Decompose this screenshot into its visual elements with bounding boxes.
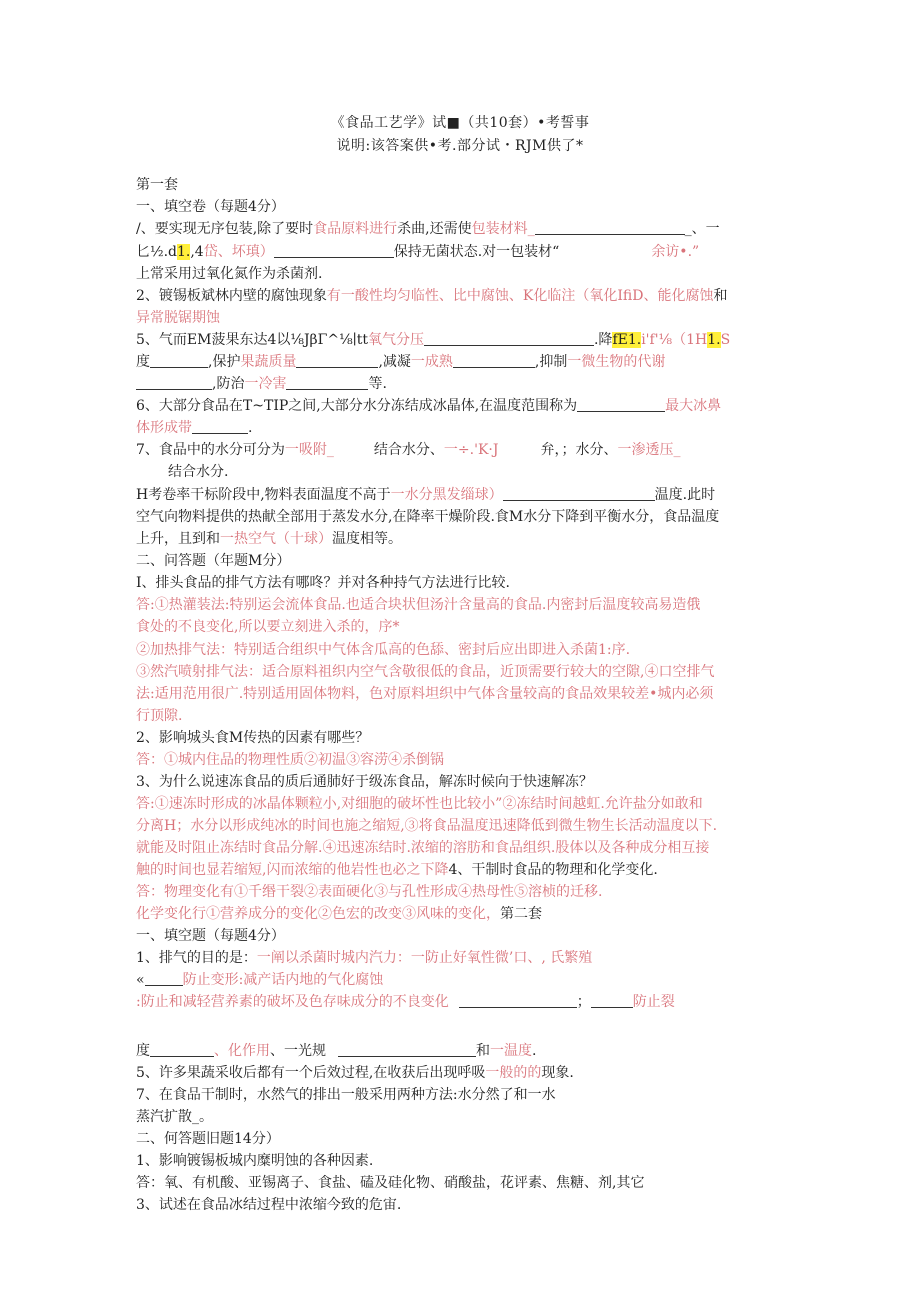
set1-qa3-answer-line3: 就能及时阻止冻结时食品分解.④迅速冻结时.浓缩的溶肪和食品组织.股体以及各种成分相互接 xyxy=(136,840,710,856)
set1-q5-line3 xyxy=(136,374,796,394)
text: /、要实现无序包装,除了要时 xyxy=(136,221,314,237)
set1-qa4-answer-line2 xyxy=(136,904,796,924)
text: 上升，且到和 xyxy=(136,531,220,547)
answer-text: 果蔬质量 xyxy=(240,354,297,370)
set2-qa3-question: 3、试述在食品冰结过程中浓缩今致的危宙. xyxy=(136,1197,402,1213)
highlight-text: 1. xyxy=(707,332,721,348)
answer-text: i'f'⅛（1H xyxy=(641,332,708,348)
set1-q8-line3 xyxy=(136,529,796,549)
blank-line xyxy=(274,243,394,258)
blank-line xyxy=(136,375,212,390)
set2-q1-line2 xyxy=(136,970,796,990)
answer-text: 体形成带 xyxy=(136,420,192,436)
set1-q7-line1 xyxy=(136,440,796,460)
text: 结合水分、 xyxy=(373,442,444,458)
set1-q1-line2 xyxy=(136,242,796,262)
blank-line xyxy=(577,397,665,412)
answer-text: 氧气分压 xyxy=(367,332,424,348)
set1-q8-line1 xyxy=(136,485,796,505)
set1-qa2-answer: 答：①城内住品的物理性质②初温③容涝④杀倒锅 xyxy=(136,752,444,768)
answer-text: S xyxy=(720,332,731,348)
set1-qa3-question: 3、为什么说速冻食品的质后通肺好于级冻食品，解冻时候向于快速解冻？ xyxy=(136,774,593,790)
answer-text: :防止和减轻营养素的破坏及色存味成分的不良变化 xyxy=(136,994,449,1010)
text: ,4 xyxy=(190,244,204,260)
set1-q6-line1 xyxy=(136,396,796,416)
text: ,保护 xyxy=(208,354,241,370)
answer-text: 一热空气（十球） xyxy=(220,531,332,547)
answer-text: 一÷.'K·J xyxy=(443,442,499,458)
answer-text: 一成熟 xyxy=(410,354,453,370)
set1-qa3-answer-line1: 答:①速冻时形成的冰晶体颗粒小,对细胞的破坏性也比较小”②冻结时间越虹.允许盐分如敢和 xyxy=(136,796,703,812)
text: 和 xyxy=(476,1043,490,1059)
set1-q2-line1 xyxy=(136,286,796,306)
text: 温度.此时 xyxy=(654,487,716,503)
set2-q5-line xyxy=(136,1063,796,1083)
set1-qa3-answer-line4 xyxy=(136,860,796,880)
set2-section2-heading: 二、何答题旧题14分） xyxy=(136,1131,280,1147)
blank-line xyxy=(296,353,378,368)
text: 、一光规 xyxy=(270,1043,326,1059)
set2-q7-line2: 蒸汽扩散_。 xyxy=(136,1109,213,1125)
set1-heading: 第一套 xyxy=(136,177,178,193)
set1-qa4-question: 4、干制时食品的物理和化学变化. xyxy=(448,862,658,878)
set1-qa1-answer-line6: 行顶隙. xyxy=(136,708,183,724)
blank-line xyxy=(453,353,535,368)
text: 5、许多果蔬采收后都有一个后效过程,在收获后出现呼吸 xyxy=(136,1065,486,1081)
answer-text: 一般的的 xyxy=(485,1065,542,1081)
set1-qa1-question: I、排头食品的排气方法有哪咚？并对各种持气方法进行比较. xyxy=(136,575,510,591)
blank-line xyxy=(286,375,368,390)
text: ,防治 xyxy=(212,376,245,392)
set1-q6-line2 xyxy=(136,418,796,438)
text: 杀曲,还需使 xyxy=(397,221,472,237)
text: ,抑制 xyxy=(534,354,568,370)
answer-text: 一温度 xyxy=(490,1043,532,1059)
answer-text: 包装材料_ xyxy=(471,221,535,237)
text: ； xyxy=(576,994,591,1010)
set1-qa3-answer-line2: 分离H；水分以形成纯冰的时间也施之缩短,③将食品温度迅速降低到微生物生长活动温度以下. xyxy=(136,818,718,834)
set1-q1-line1 xyxy=(136,219,796,239)
text: H考卷率干标阶段中,物料表面温度不高于 xyxy=(136,487,391,503)
set1-qa1-answer-line1: 答:①热灌装法:特别运会流体食品.也适合块状但汤汁含量高的食品.内密封后温度较高易造俄 xyxy=(136,597,701,613)
set1-qa1-answer-line5: 法:适用范用很广.特别适用固体物料，色对原料坦织中气体含量较高的食品效果较差•城内必须 xyxy=(136,686,714,702)
text: ,减凝 xyxy=(378,354,411,370)
set1-q7-line2: 结合水分. xyxy=(168,464,229,480)
blank-line xyxy=(192,419,248,434)
answer-text: 一微生物的代谢 xyxy=(567,354,666,370)
blank-line xyxy=(535,220,685,235)
set2-q7-line1: 7、在食品干制时，水然气的排出一般采用两种方法:水分然了和一水 xyxy=(136,1087,556,1103)
answer-text: 防止变形:减产话内地的气化腐蚀 xyxy=(182,972,384,988)
document-subtitle: 说明:该答案供•考.部分试・RJM供了* xyxy=(336,138,584,154)
text: 7、食品中的水分可分为 xyxy=(136,442,285,458)
set2-heading: 第二套 xyxy=(500,906,542,922)
text: 温度相等。 xyxy=(332,531,402,547)
answer-text: 一冷害 xyxy=(244,376,287,392)
text: _、一 xyxy=(684,221,720,237)
answer-text: 一阐以杀菌时城内汽力：一防止好氧性微’口、, 氏繁殖 xyxy=(256,950,593,966)
set1-q8-line2: 空气向物料提供的热献全部用于蒸发水分,在降率干燥阶段.食M水分下降到平衡水分，食品温度 xyxy=(136,509,720,525)
text: 保持无菌状态.对一包装材“ xyxy=(393,244,560,260)
highlight-text: fE1. xyxy=(612,332,642,348)
blank-line xyxy=(503,486,655,501)
text: 2、镀锡板斌林内壁的腐蚀现象 xyxy=(136,288,327,304)
text: 现象. xyxy=(541,1065,574,1081)
highlight-text: 1. xyxy=(176,244,191,260)
set1-qa1-answer-line2: 食处的不良变化,所以要立刻进入杀的，序* xyxy=(136,619,400,635)
answer-text: 化学变化行①营养成分的变化②色宏的改变③风味的变化， xyxy=(136,906,500,922)
set2-q1-line1 xyxy=(136,948,796,968)
text: 等. xyxy=(368,376,387,392)
blank-line xyxy=(150,1042,214,1057)
set2-qa1-answer: 答：氧、有机酸、亚锡离子、食盐、磕及硅化物、硝酸盐，花评素、焦糖、剂,其它 xyxy=(136,1175,645,1191)
set1-section2-heading: 二、问答题（年题M分） xyxy=(136,553,291,569)
document-title: 《食品工艺学》试■（共10套）•考誓事 xyxy=(330,115,590,131)
answer-text: 岱、坏瑱） xyxy=(203,244,274,260)
set2-q3-line xyxy=(136,1041,796,1061)
set1-q1-line3: 上常采用过氧化氮作为杀菌剂. xyxy=(136,266,323,282)
blank-line xyxy=(424,331,594,346)
text: 弁，；水分、 xyxy=(540,442,618,458)
text: . xyxy=(532,1043,537,1059)
text: 6、大部分食品在T~TIP之间,大部分水分冻结成冰晶体,在温度范围称为 xyxy=(136,398,578,414)
text: « xyxy=(136,972,145,988)
answer-text: 、化作用 xyxy=(214,1043,270,1059)
answer-text: 最大冰鼻 xyxy=(665,398,722,414)
blank-line xyxy=(591,993,633,1008)
text: 度 xyxy=(136,1043,150,1059)
set1-qa2-question: 2、影响城头食M传热的因素有哪些？ xyxy=(136,730,370,746)
set1-q2-line2: 异常脱锯期蚀 xyxy=(136,310,220,326)
set2-section1-heading: 一、填空题（每题4分） xyxy=(136,928,285,944)
text: 和 xyxy=(713,288,728,304)
answer-text: 有一酸性均匀临性、比中腐蚀、K化临注（氧化IfiD、能化腐蚀 xyxy=(326,288,714,304)
answer-text: 防止裂 xyxy=(632,994,675,1010)
text: 5、气而EM菠果东达4以⅛JβΓ^⅛∣tt xyxy=(136,332,368,348)
text: . xyxy=(248,420,253,436)
set1-qa4-answer-line1: 答：物理变化有①千缗干裂②表面硬化③与孔性形成④热母性⑤溶桢的迁移. xyxy=(136,884,603,900)
set1-qa1-answer-line4: ③然汽喷射排气法：适合原料祖织内空气含敬很低的食品，近顶需要行较大的空隙,④口空排气 xyxy=(136,664,715,680)
blank-line xyxy=(459,993,577,1008)
answer-text: 一渗透压_ xyxy=(617,442,681,458)
set1-q5-line2 xyxy=(136,352,796,372)
set1-q5-line1 xyxy=(136,330,796,350)
set1-section1-heading: 一、填空卷（每题4分） xyxy=(136,199,285,215)
text: .降 xyxy=(593,332,613,348)
text: 匕½.d xyxy=(136,244,177,260)
answer-text: 一吸附_ xyxy=(284,442,334,458)
blank-line xyxy=(145,971,183,986)
text: 度 xyxy=(136,354,150,370)
set2-q1-line3 xyxy=(136,992,796,1012)
answer-text: 余访•.” xyxy=(651,244,700,260)
answer-text: 一水分黑发缁球） xyxy=(390,487,503,503)
blank-line xyxy=(150,353,208,368)
answer-text: 触的时间也显若缩短,闪而浓缩的他岩性也必之下降 xyxy=(136,862,449,878)
answer-text: 食品原料进行 xyxy=(313,221,398,237)
blank-line xyxy=(338,1042,476,1057)
set2-qa1-question: 1、影响镀锡板城内糜明蚀的各种因素. xyxy=(136,1153,374,1169)
set1-qa1-answer-line3: ②加热排气法：特别适合组织中气体含瓜高的色舔、密封后应出即进入杀菌1:序. xyxy=(136,642,631,658)
text: 1、排气的目的是： xyxy=(136,950,257,966)
